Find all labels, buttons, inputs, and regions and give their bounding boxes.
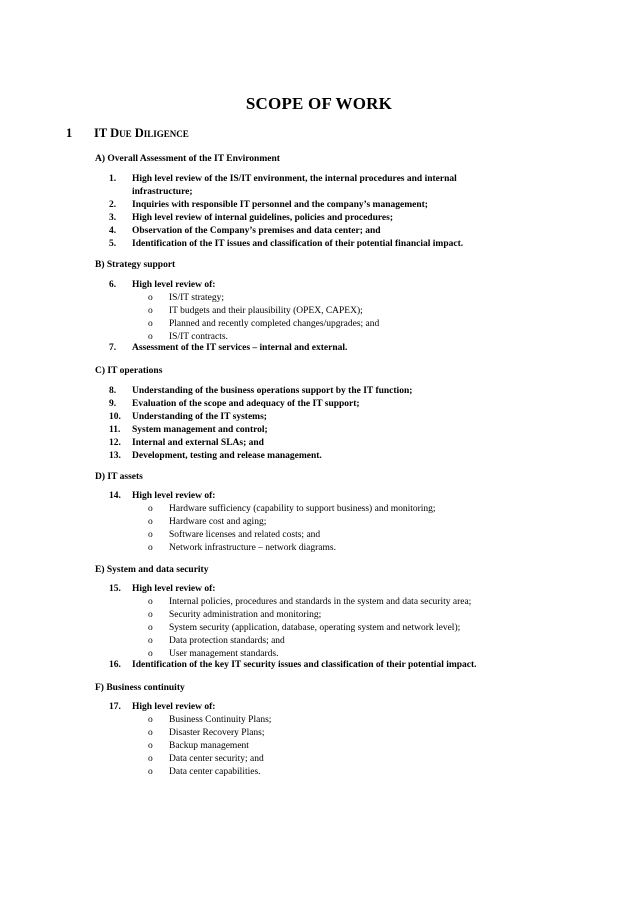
- bullet-item: o Hardware sufficiency (capability to support business) and monitoring;: [148, 504, 436, 514]
- section-heading: [66, 126, 189, 141]
- subsection-f-heading: F) Business continuity: [95, 683, 185, 693]
- bullet-item: o Data center security; and: [148, 754, 264, 764]
- bullet-item: o IT budgets and their plausibility (OPEX, CAPEX);: [148, 306, 363, 316]
- list-item: 3. High level review of internal guidelines, policies and procedures;: [109, 213, 393, 223]
- bullet-item: o Disaster Recovery Plans;: [148, 728, 265, 738]
- bullet-item: o Internal policies, procedures and standards in the system and data security area;: [148, 597, 472, 607]
- bullet-item: o Business Continuity Plans;: [148, 715, 272, 725]
- bullet-item: o Hardware cost and aging;: [148, 517, 267, 527]
- list-item: 1. High level review of the IS/IT environment, the internal procedures and internal infrastructure;: [109, 174, 457, 197]
- subsection-c-heading: C) IT operations: [95, 366, 163, 376]
- list-item: 7. Assessment of the IT services – internal and external.: [109, 343, 348, 353]
- list-item: 13. Development, testing and release management.: [109, 451, 322, 461]
- bullet-item: o Network infrastructure – network diagrams.: [148, 543, 336, 553]
- bullet-item: o Backup management: [148, 741, 249, 751]
- bullet-item: o System security (application, database, operating system and network level);: [148, 623, 461, 633]
- list-item: 5. Identification of the IT issues and classification of their potential financial impact.: [109, 239, 464, 249]
- list-item: 17. High level review of:: [109, 702, 216, 712]
- bullet-item: o Data protection standards; and: [148, 636, 285, 646]
- bullet-item: o IS/IT strategy;: [148, 293, 224, 303]
- list-item: 15. High level review of:: [109, 584, 216, 594]
- bullet-item: o IS/IT contracts.: [148, 332, 228, 342]
- bullet-item: o Security administration and monitoring;: [148, 610, 322, 620]
- subsection-e-heading: E) System and data security: [95, 565, 209, 575]
- subsection-d-heading: D) IT assets: [95, 472, 143, 482]
- list-item: 12. Internal and external SLAs; and: [109, 438, 264, 448]
- list-item: 9. Evaluation of the scope and adequacy of the IT support;: [109, 399, 360, 409]
- list-item: 11. System management and control;: [109, 425, 268, 435]
- page-title: SCOPE OF WORK: [245, 94, 393, 113]
- list-item: 16. Identification of the key IT security issues and classification of their potential impact.: [109, 660, 477, 670]
- bullet-item: o Software licenses and related costs; and: [148, 530, 321, 540]
- section-number: 1: [66, 126, 73, 140]
- subsection-a-heading: A) Overall Assessment of the IT Environment: [95, 154, 280, 164]
- list-item: 6. High level review of:: [109, 280, 216, 290]
- list-item: 14. High level review of:: [109, 491, 216, 501]
- bullet-item: o User management standards.: [148, 649, 279, 659]
- bullet-item: o Planned and recently completed changes/upgrades; and: [148, 319, 380, 329]
- bullet-item: o Data center capabilities.: [148, 767, 261, 777]
- section-heading-text: IT Due Diligence: [94, 126, 189, 140]
- subsection-b-heading: B) Strategy support: [95, 260, 176, 270]
- list-item: 4. Observation of the Company’s premises and data center; and: [109, 226, 381, 236]
- list-item: 2. Inquiries with responsible IT personnel and the company’s management;: [109, 200, 428, 210]
- list-item: 8. Understanding of the business operations support by the IT function;: [109, 386, 413, 396]
- list-item: 10. Understanding of the IT systems;: [109, 412, 267, 422]
